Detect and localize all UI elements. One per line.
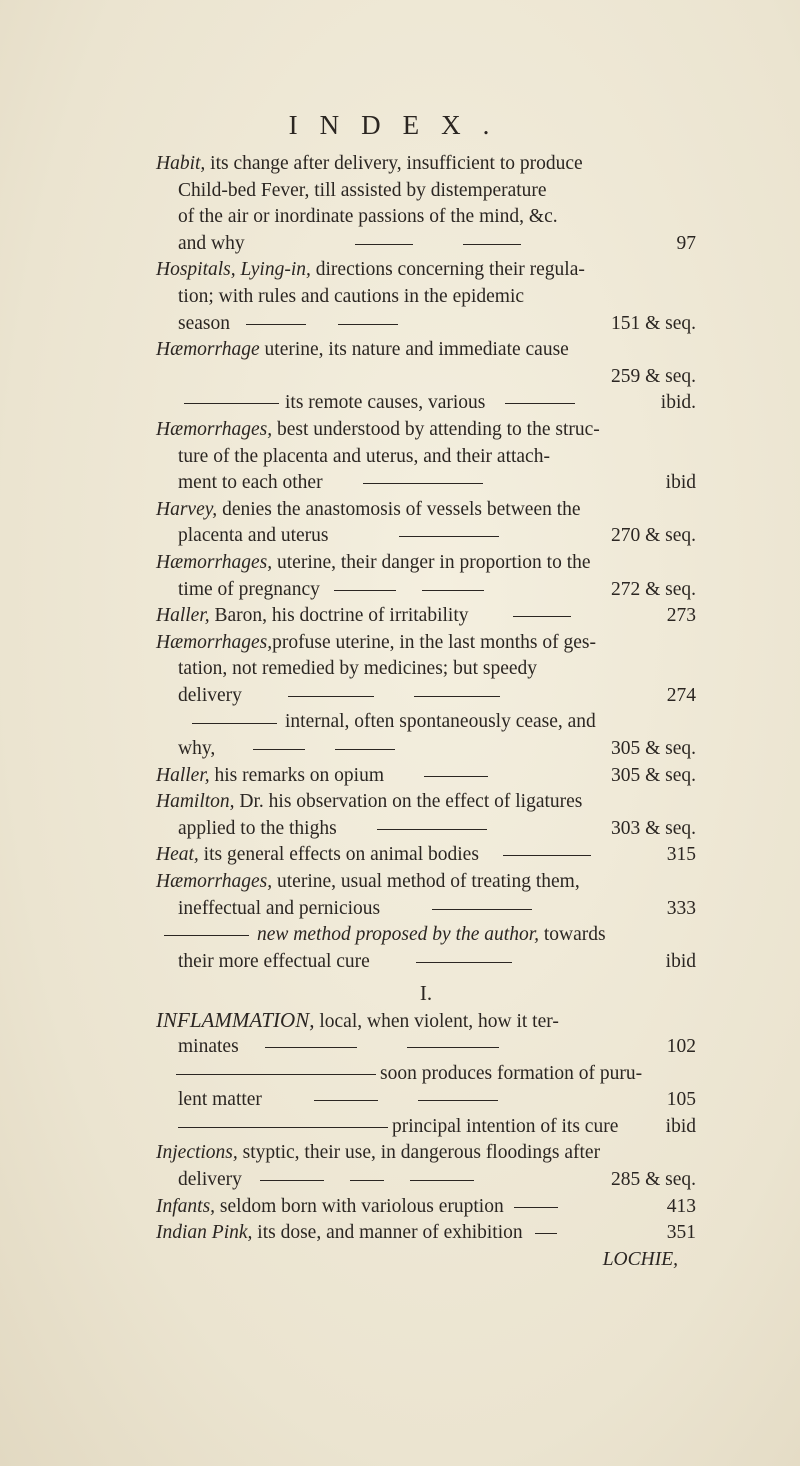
index-entry <box>156 789 696 842</box>
entry-text: applied to the thighs <box>178 817 337 839</box>
entry-heading: Haller, <box>156 605 210 627</box>
page-ref: ibid. <box>660 392 696 414</box>
page-ref: 333 <box>666 897 696 919</box>
entry-text: best understood by attending to the struc- <box>272 418 600 440</box>
index-entry <box>156 603 696 630</box>
entry-text: denies the anastomosis of vessels between the <box>217 498 581 520</box>
page-ref: ibid <box>665 1115 696 1137</box>
entry-text: profuse uterine, in the last months of ges- <box>272 631 596 653</box>
page-ref: 305 & seq. <box>610 764 696 786</box>
entry-text: season <box>178 312 230 334</box>
entry-text: soon produces formation of puru- <box>380 1062 643 1084</box>
page-ref: 105 <box>666 1089 696 1111</box>
index-entry <box>156 842 696 869</box>
page-ref: 303 & seq. <box>610 817 696 839</box>
index-entry <box>156 257 696 337</box>
page-ref: 270 & seq. <box>610 525 696 547</box>
entry-text: its change after delivery, insufficient to produce <box>205 153 583 174</box>
page-ref: 305 & seq. <box>610 738 696 760</box>
entry-text: its dose, and manner of exhibition <box>252 1222 523 1244</box>
entry-text: seldom born with variolous eruption <box>215 1195 504 1217</box>
entry-text: uterine, usual method of treating them, <box>272 871 580 893</box>
index-entry <box>156 497 696 550</box>
index-entry <box>156 1061 696 1114</box>
index-entry <box>156 1007 696 1060</box>
index-entries <box>156 151 696 1273</box>
entry-heading: Hæmorrhage <box>156 339 260 361</box>
entry-heading: Heat, <box>156 844 199 866</box>
entry-heading: Haller, <box>156 764 210 786</box>
entry-text: Child-bed Fever, till assisted by distemperature <box>178 179 547 201</box>
entry-text: uterine, their danger in proportion to the <box>272 551 591 573</box>
page-ref: 151 & seq. <box>610 312 696 334</box>
entry-text: styptic, their use, in dangerous floodings after <box>237 1142 601 1164</box>
entry-text: their more effectual cure <box>178 950 370 972</box>
page-ref: 97 <box>676 232 696 254</box>
entry-heading: Hæmorrhages, <box>156 551 273 573</box>
entry-text: local, when violent, how it ter- <box>314 1011 559 1033</box>
entry-heading: Infants, <box>156 1195 216 1217</box>
entry-heading: Indian Pink, <box>156 1222 253 1244</box>
entry-text: Baron, his doctrine of irritability <box>209 605 469 627</box>
index-entry <box>156 1194 696 1221</box>
entry-heading: Harvey, <box>156 498 218 520</box>
section-letter: I. <box>419 981 433 1006</box>
page-ref: 315 <box>666 844 696 866</box>
entry-text: time of pregnancy <box>178 578 320 600</box>
page-ref: ibid <box>665 950 696 972</box>
entry-text: its remote causes, various <box>285 392 486 414</box>
entry-text: minates <box>178 1036 239 1057</box>
entry-heading: Hospitals, Lying-in, <box>156 259 311 281</box>
index-entry <box>156 1114 696 1141</box>
entry-heading: Hæmorrhages, <box>156 871 273 893</box>
index-entry <box>156 390 696 417</box>
page-ref: 273 <box>666 605 696 627</box>
index-entry <box>156 151 696 257</box>
catchword: LOCHIE, <box>602 1248 678 1270</box>
entry-text: his remarks on opium <box>209 764 385 786</box>
page-ref: 259 & seq. <box>610 365 696 387</box>
index-entry <box>156 763 696 790</box>
entry-text: placenta and uterus <box>178 525 329 547</box>
entry-text: towards <box>539 924 606 946</box>
page-ref: 413 <box>666 1195 696 1217</box>
entry-text: directions concerning their regula- <box>310 259 585 281</box>
entry-text: of the air or inordinate passions of the mind, &c. <box>178 206 558 228</box>
index-entry <box>156 1220 696 1247</box>
entry-text: lent matter <box>178 1089 262 1111</box>
entry-text: and why <box>178 232 245 254</box>
page-ref: 351 <box>666 1222 696 1244</box>
entry-text: delivery <box>178 684 242 706</box>
index-entry <box>156 550 696 603</box>
index-entry <box>156 1140 696 1193</box>
entry-heading: Hæmorrhages, <box>156 631 273 653</box>
entry-heading: Habit, <box>156 153 206 174</box>
index-entry <box>156 630 696 710</box>
page-ref: 274 <box>666 684 696 706</box>
entry-text: internal, often spontaneously cease, and <box>285 711 596 733</box>
index-entry <box>156 337 696 390</box>
entry-text: its general effects on animal bodies <box>198 844 479 866</box>
index-entry <box>156 869 696 922</box>
page-ref: 102 <box>666 1036 696 1057</box>
page-ref: 285 & seq. <box>610 1168 696 1190</box>
entry-text: ture of the placenta and uterus, and their attach- <box>178 445 550 467</box>
entry-heading: Hamilton, <box>156 791 235 813</box>
entry-text: tion; with rules and cautions in the epidemic <box>178 285 525 307</box>
entry-heading: Injections, <box>156 1142 238 1164</box>
entry-text: principal intention of its cure <box>392 1115 619 1137</box>
entry-text: tation, not remedied by medicines; but speedy <box>178 658 538 680</box>
entry-text: Dr. his observation on the effect of ligatures <box>234 791 583 813</box>
index-entry <box>156 417 696 497</box>
entry-heading: Hæmorrhages, <box>156 418 273 440</box>
entry-text: delivery <box>178 1168 242 1190</box>
index-entry <box>156 709 696 762</box>
entry-text: ineffectual and pernicious <box>178 897 381 919</box>
entry-text: ment to each other <box>178 472 323 494</box>
entry-text: why, <box>178 738 216 760</box>
entry-text: new method proposed by the author, <box>257 924 539 946</box>
entry-text: uterine, its nature and immediate cause <box>259 339 569 361</box>
page-ref: ibid <box>665 472 696 494</box>
page-header: INDEX. <box>288 110 512 140</box>
page-ref: 272 & seq. <box>610 578 696 600</box>
index-entry <box>156 922 696 975</box>
entry-heading: INFLAMMATION, <box>156 1008 315 1033</box>
